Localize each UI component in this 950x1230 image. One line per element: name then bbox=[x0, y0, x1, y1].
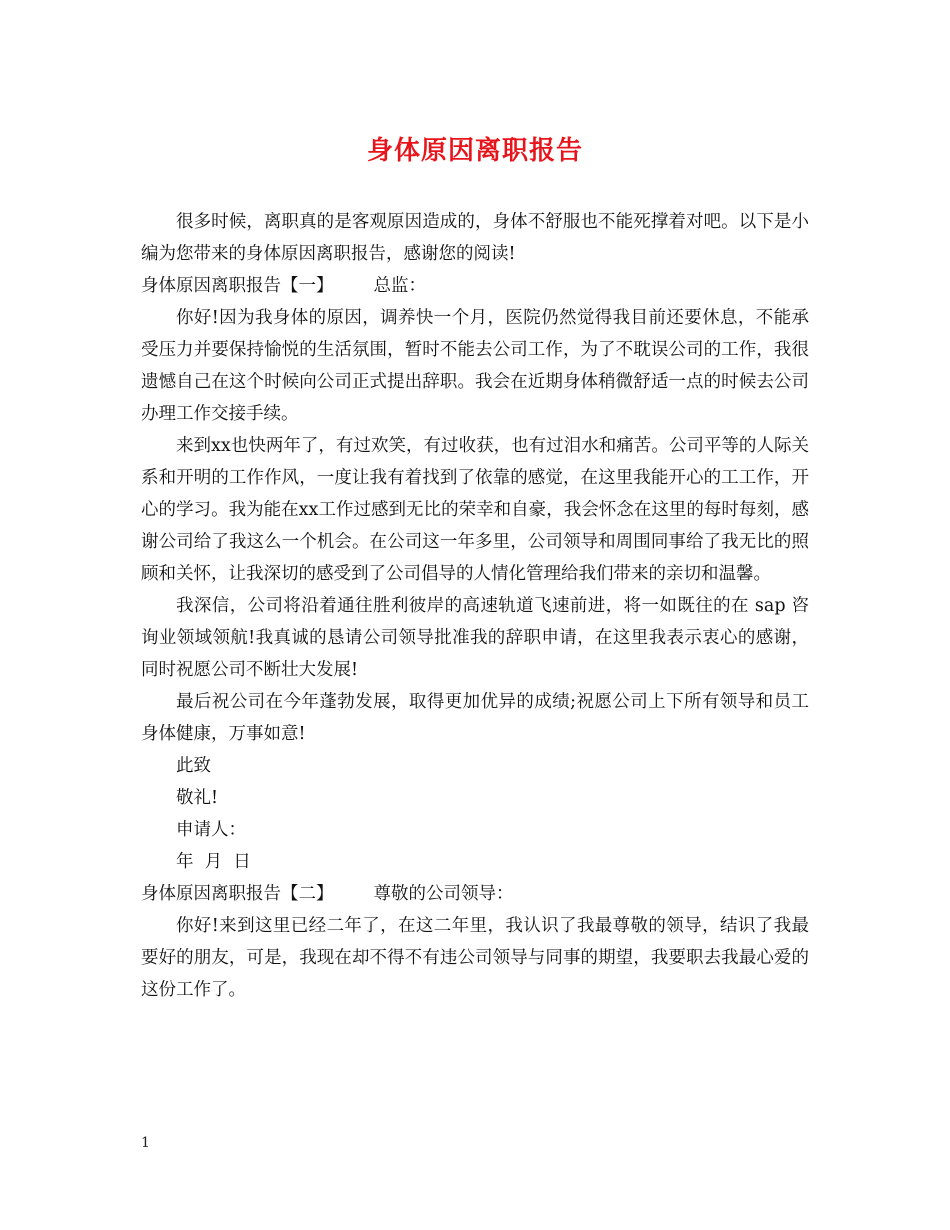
section-1-heading-line bbox=[141, 270, 809, 302]
document-body bbox=[141, 206, 809, 1006]
section-1-salutation: 总监： bbox=[373, 276, 426, 296]
section-1-paragraph-4: 最后祝公司在今年蓬勃发展，取得更加优异的成绩;祝愿公司上下所有领导和员工身体健康，万事如意! bbox=[141, 692, 809, 744]
section-2-paragraph-1: 你好!来到这里已经二年了，在这二年里，我认识了我最尊敬的领导，结识了我最要好的朋友，可是，我现在却不得不有违公司领导与同事的期望，我要职去我最心爱的这份工作了。 bbox=[141, 916, 809, 1000]
section-1-heading: 身体原因离职报告【一】 bbox=[141, 276, 334, 296]
section-2-heading: 身体原因离职报告【二】 bbox=[141, 884, 334, 904]
section-2-heading-line bbox=[141, 878, 809, 910]
closing-line-2: 敬礼! bbox=[176, 788, 219, 808]
section-1-paragraph-1: 你好!因为我身体的原因，调养快一个月，医院仍然觉得我目前还要休息，不能承受压力并要保持愉悦的生活氛围，暂时不能去公司工作，为了不耽误公司的工作，我很遗憾自己在这个时候向公司正式提出辞职。我会在近期身体稍微舒适一点的时候去公司办理工作交接手续。 bbox=[141, 308, 809, 424]
closing-line-3: 申请人： bbox=[176, 820, 246, 840]
intro-paragraph: 很多时候，离职真的是客观原因造成的，身体不舒服也不能死撑着对吧。以下是小编为您带来的身体原因离职报告，感谢您的阅读! bbox=[141, 212, 809, 264]
section-2-salutation: 尊敬的公司领导： bbox=[373, 884, 514, 904]
section-1-paragraph-2: 来到xx也快两年了，有过欢笑，有过收获，也有过泪水和痛苦。公司平等的人际关系和开明的工作作风，一度让我有着找到了依靠的感觉，在这里我能开心的工工作，开心的学习。我为能在xx工作过感到无比的荣幸和自豪，我会怀念在这里的每时每刻，感谢公司给了我这么一个机会。在公司这一年多里，公司领导和周围同事给了我无比的照顾和关怀，让我深切的感受到了公司倡导的人情化管理给我们带来的亲切和温馨。 bbox=[141, 436, 809, 584]
page-number: 1 bbox=[141, 1135, 150, 1151]
document-title: 身体原因离职报告 bbox=[366, 136, 583, 166]
closing-line-1: 此致 bbox=[176, 756, 211, 776]
section-1-paragraph-3: 我深信，公司将沿着通往胜利彼岸的高速轨道飞速前进，将一如既往的在 sap 咨询业领域领航!我真诚的恳请公司领导批准我的辞职申请，在这里我表示衷心的感谢，同时祝愿公司不断壮大发展! bbox=[141, 596, 809, 680]
closing-line-4: 年 月 日 bbox=[176, 852, 251, 872]
